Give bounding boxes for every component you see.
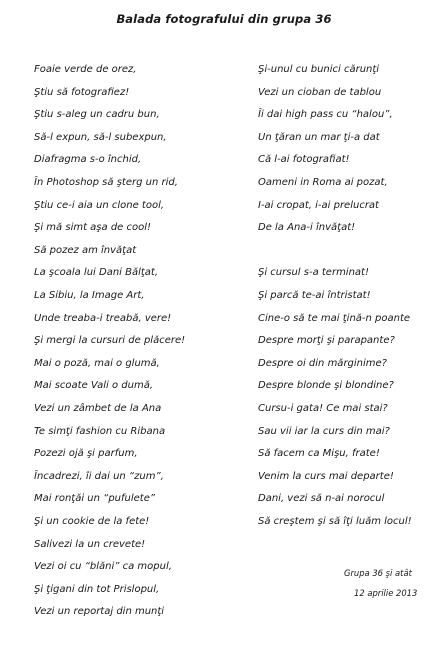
verse-line: Un ţăran un mar ţi-a dat [258,131,380,143]
verse-line: Şi mă simt aşa de cool! [34,222,152,234]
verse-line: Şi parcă te-ai întristat! [258,290,371,301]
verse-line: Despre blonde şi blondine? [258,380,394,392]
verse-line: Şi ţigani din tot Prislopul, [34,583,160,595]
verse-line: În Photoshop să şterg un rid, [34,177,178,188]
verse-line: La şcoala lui Dani Bălţat, [34,267,159,279]
verse-line: Ştiu ce-i aia un clone tool, [34,199,165,211]
signature-date: 12 aprilie 2013 [354,588,418,598]
verse-line: Ştiu s-aleg un cadru bun, [34,109,160,121]
verse-line: Să creştem şi să îţi luăm locul! [258,516,412,527]
poem-title: Balada fotografului din grupa 36 [116,12,332,26]
verse-line: Pozezi ojă şi parfum, [34,448,138,460]
verse-line: Vezi un zâmbet de la Ana [34,403,162,414]
verse-line: Oameni in Roma ai pozat, [258,177,388,188]
verse-line: Şi-unul cu bunici cărunţi [258,64,380,75]
verse-line: Diafragma s-o închid, [34,154,142,166]
verse-line: Sau vii iar la curs din mai? [258,425,390,437]
verse-line: Vezi oi cu “blăni” ca mopul, [34,561,172,573]
verse-line: I-ai cropat, i-ai prelucrat [258,199,379,211]
verse-line: Unde treaba-i treabă, vere! [34,312,172,324]
verse-line: Vezi un reportaj din munţi [34,606,165,618]
verse-line: Mai o poză, mai o glumă, [34,357,160,369]
verse-line: Cursu-i gata! Ce mai stai? [258,403,388,414]
verse-line: Încadrezi, îi dai un “zum”, [34,470,164,482]
signature-group: Grupa 36 şi atât [344,568,412,578]
verse-line: Că l-ai fotografiat! [258,154,350,166]
verse-line: De la Ana-i învăţat! [258,222,356,234]
verse-line: Despre morţi şi parapante? [258,335,395,347]
verse-line: Mai ronţăi un “pufulete” [34,493,156,505]
verse-line: Şi mergi la cursuri de plăcere! [34,335,186,347]
verse-line: Ştiu să fotografiez! [34,86,130,98]
verse-line: Şi cursul s-a terminat! [258,267,369,279]
verse-line: Să-l expun, să-l subexpun, [34,131,167,143]
verse-line: Vezi un cioban de tablou [258,86,382,98]
verse-line: La Sibiu, la Image Art, [34,290,145,301]
verse-line: Cine-o să te mai ţină-n poante [258,312,411,324]
verse-line: Şi un cookie de la fete! [34,516,150,527]
verse-line: Mai scoate Vali o dumă, [34,380,154,392]
verse-line: Să facem ca Mişu, frate! [258,448,380,460]
verse-line: Despre oi din mărginime? [258,357,387,369]
verse-line: Salivezi la un crevete! [34,538,146,550]
verse-line: Foaie verde de orez, [34,64,137,75]
verse-line: Dani, vezi să n-ai norocul [258,493,385,505]
verse-line: Venim la curs mai departe! [258,470,394,482]
verse-line: Îi dai high pass cu “halou”, [258,109,393,121]
verse-line: Te simţi fashion cu Ribana [34,425,166,437]
verse-line: Să pozez am învăţat [34,244,137,256]
